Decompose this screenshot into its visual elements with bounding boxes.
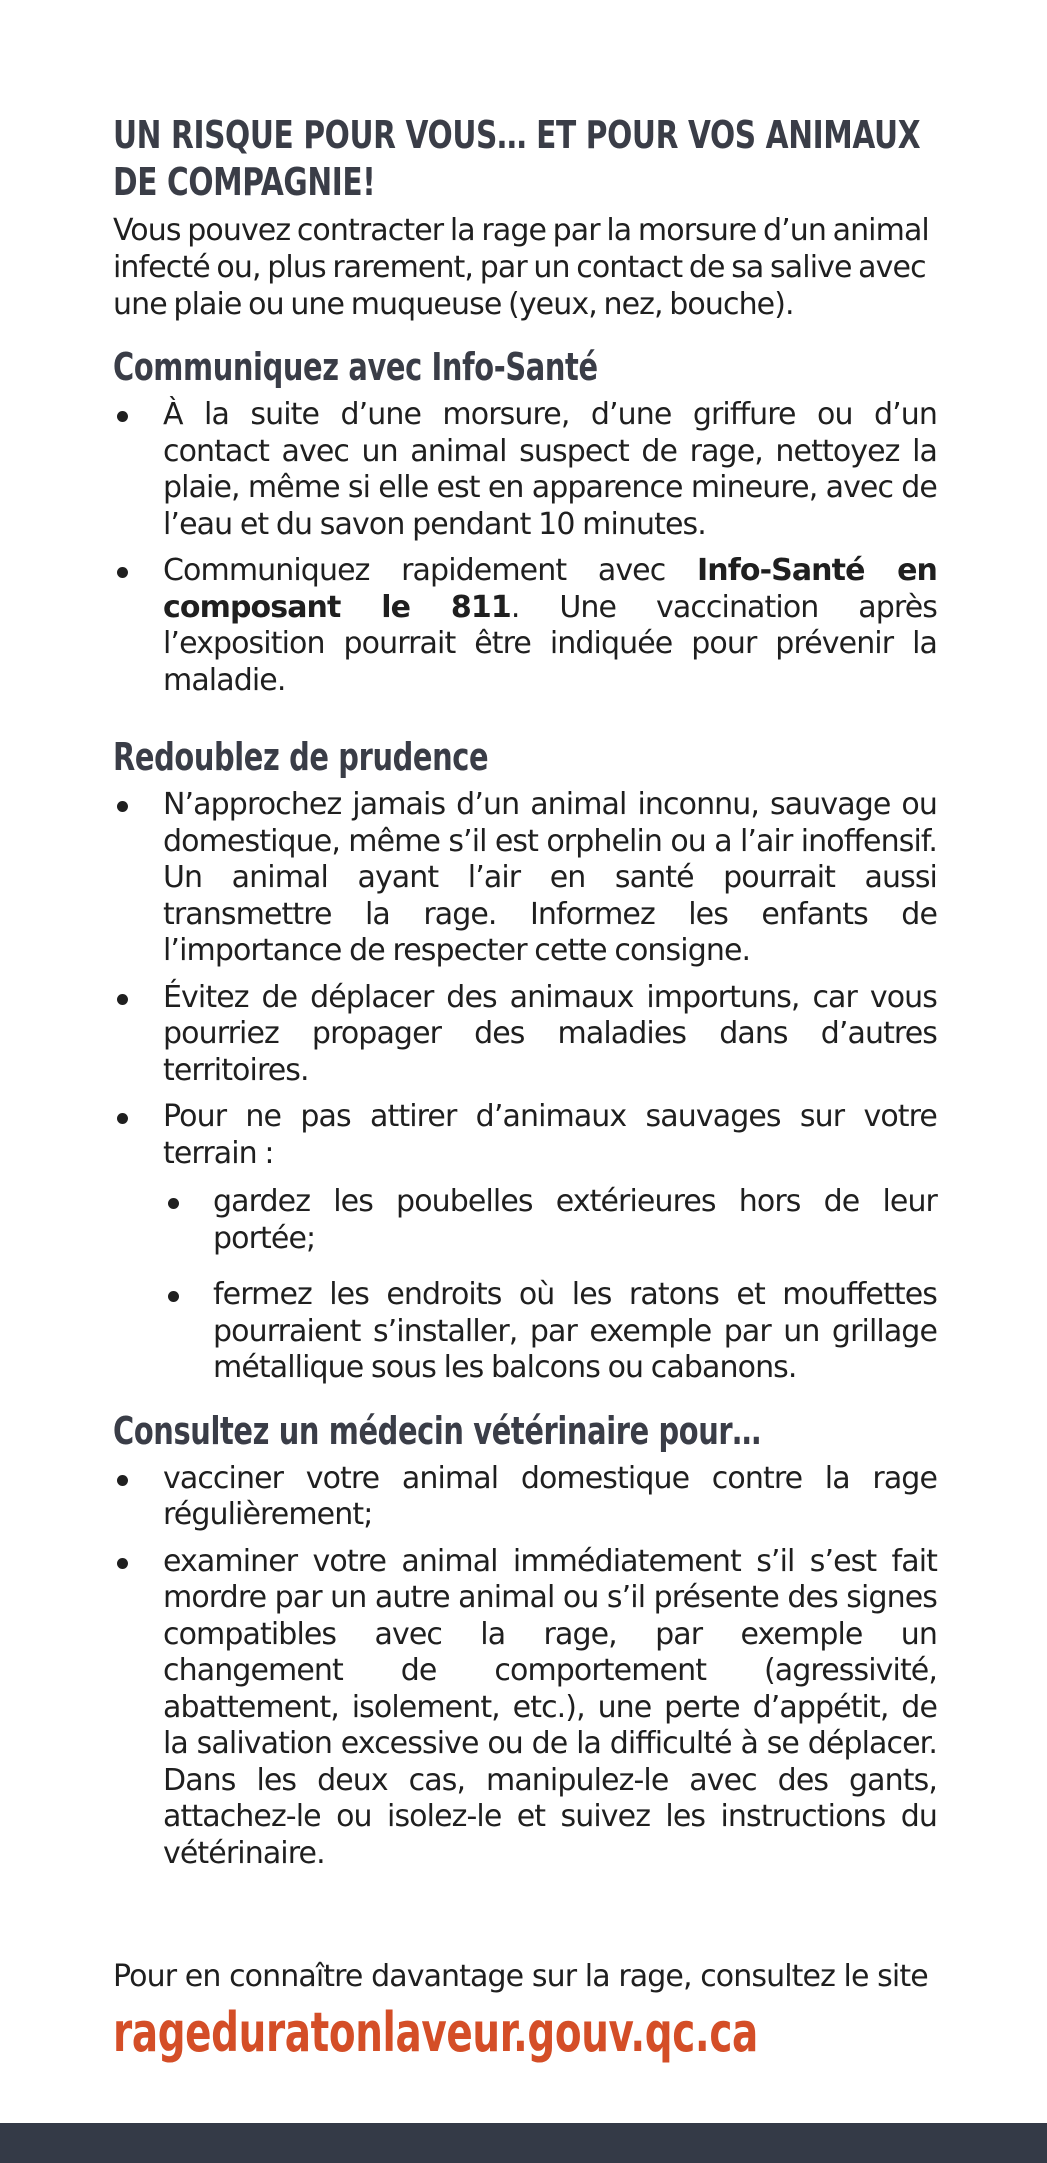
info-sante-list xyxy=(113,397,937,699)
sub-list xyxy=(163,1184,937,1387)
list-item: vacciner votre animal domestique contre la rage régulièrement; xyxy=(113,1461,937,1534)
list-item-text: Communiquez rapidement avec xyxy=(163,553,697,588)
sub-list-item: fermez les endroits où les ratons et mouffettes pourraient s’installer, par exemple par un grillage métallique sous les balcons ou cabanons. xyxy=(163,1277,937,1387)
section-heading-info-sante: Communiquez avec Info-Santé xyxy=(113,345,598,389)
list-item: examiner votre animal immédiatement s’il s’est fait mordre par un autre animal ou s’il présente des signes compatibles avec la rage, par exemple un changement de comportement (agressivité, abattement, isolement, etc.), une perte d’appétit, de la salivation excessive ou de la difficulté à se déplacer. Dans les deux cas, manipulez-le avec des gants, attachez-le ou isolez-le et suivez les instructions du vétérinaire. xyxy=(113,1544,937,1873)
list-item: Évitez de déplacer des animaux importuns, car vous pourriez propager des maladies dans d’autres territoires. xyxy=(113,980,937,1090)
prudence-list xyxy=(113,787,937,1387)
intro-paragraph: Vous pouvez contracter la rage par la morsure d’un animal infecté ou, plus rarement, par un contact de sa salive avec une plaie ou une muqueuse (yeux, nez, bouche). xyxy=(113,213,929,322)
list-item xyxy=(113,1099,937,1387)
info-sante-phone: Info-Santé en composant le 811 xyxy=(163,553,937,625)
footer-band xyxy=(0,2123,1047,2163)
list-item: N’approchez jamais d’un animal inconnu, sauvage ou domestique, même s’il est orphelin ou a l’air inoffensif. Un animal ayant l’air en santé pourrait aussi transmettre la rage. Informez les enfants de l’importance de respecter cette consigne. xyxy=(113,787,937,970)
section-heading-prudence: Redoublez de prudence xyxy=(113,735,489,779)
page-title: UN RISQUE POUR VOUS… ET POUR VOS ANIMAUX DE COMPAGNIE! xyxy=(113,113,921,204)
list-item xyxy=(113,553,937,699)
list-item-text: Pour ne pas attirer d’animaux sauvages sur votre terrain : xyxy=(163,1099,937,1171)
sub-list-item: gardez les poubelles extérieures hors de leur portée; xyxy=(163,1184,937,1257)
more-info-text: Pour en connaître davantage sur la rage, consultez le site xyxy=(113,1959,928,1994)
veterinaire-list xyxy=(113,1461,937,1873)
document-body xyxy=(113,112,937,2067)
list-item: À la suite d’une morsure, d’une griffure ou d’un contact avec un animal suspect de rage, nettoyez la plaie, même si elle est en apparence mineure, avec de l’eau et du savon pendant 10 minutes. xyxy=(113,397,937,543)
website-url: rageduratonlaveur.gouv.qc.ca xyxy=(113,2001,758,2064)
list-item-text: . Une vaccination après l’exposition pourrait être indiquée pour prévenir la maladie. xyxy=(163,589,937,698)
section-heading-veterinaire: Consultez un médecin vétérinaire pour… xyxy=(113,1408,761,1453)
